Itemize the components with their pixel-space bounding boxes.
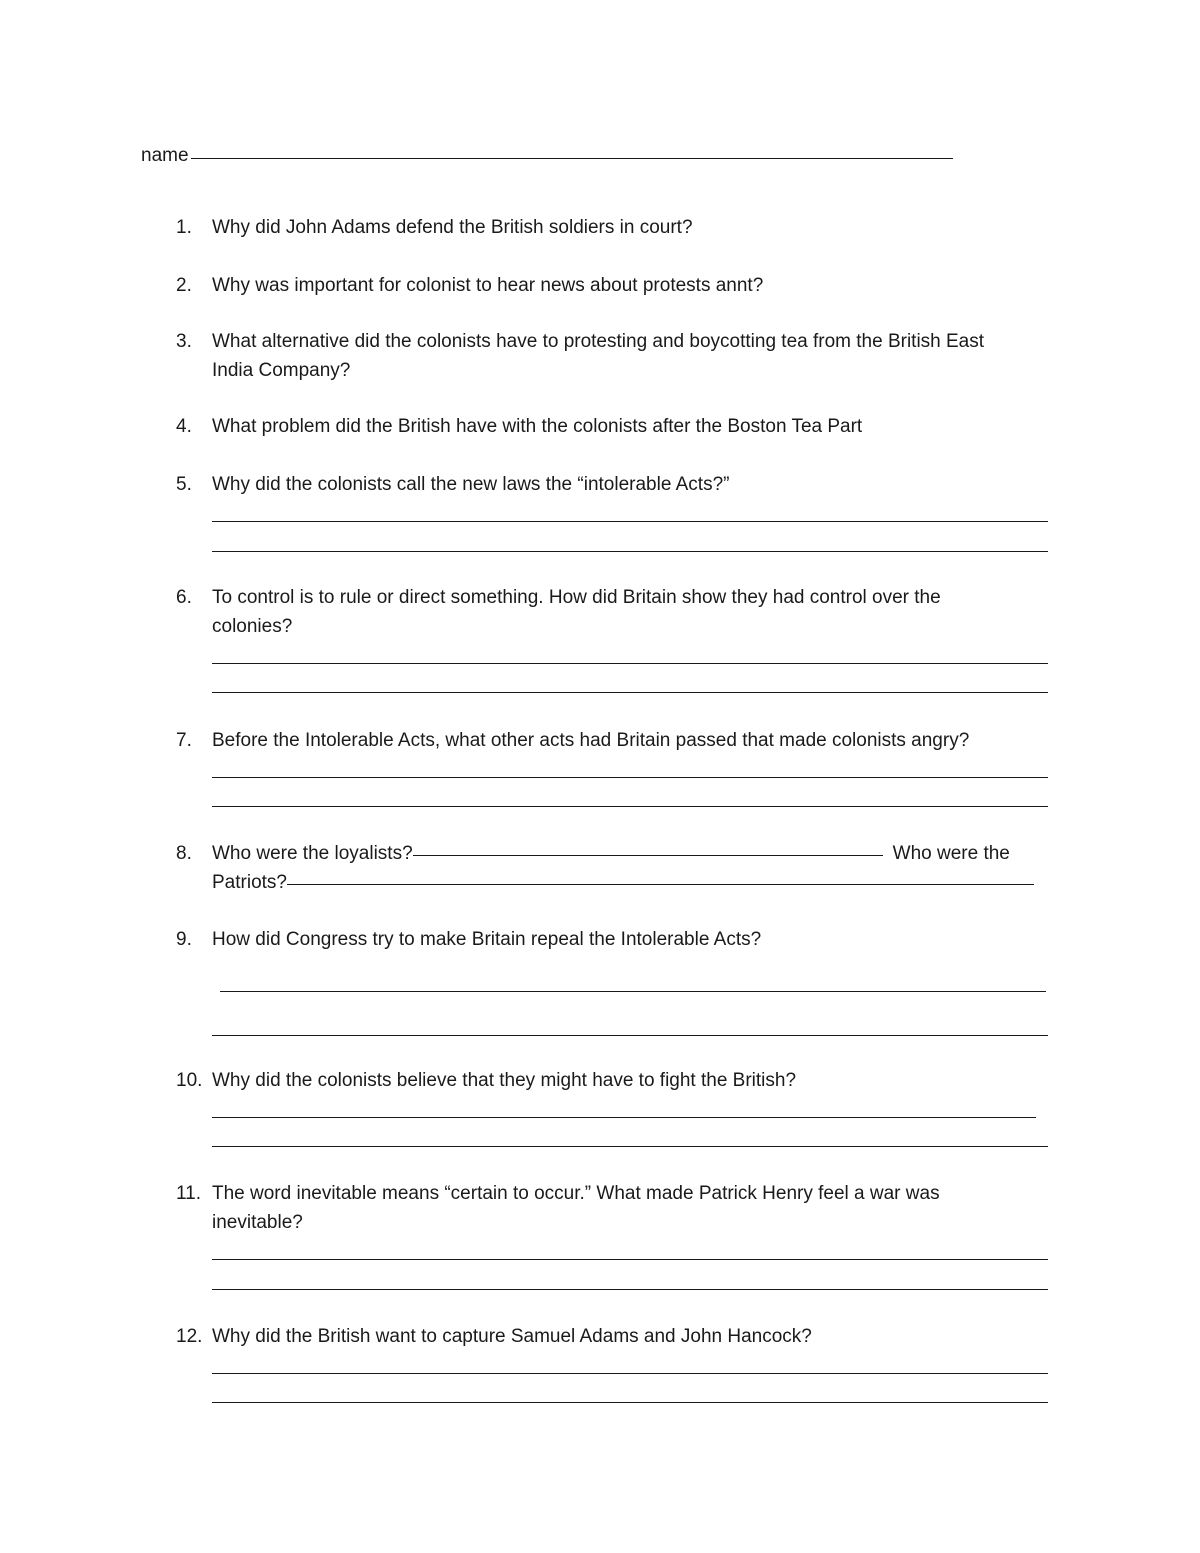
answer-line[interactable] [212,1146,1048,1147]
answer-line[interactable] [220,991,1046,992]
question-1 [176,217,1036,239]
answer-line[interactable] [212,806,1048,807]
question-text-continued: India Company? [212,360,351,381]
question-text-continued: Patriots? [212,872,287,893]
answer-line[interactable] [212,1402,1048,1403]
answer-line[interactable] [212,551,1048,552]
question-number: 8. [176,843,192,864]
answer-line[interactable] [212,1289,1048,1290]
question-text: How did Congress try to make Britain repeal the Intolerable Acts? [212,929,762,950]
question-text: To control is to rule or direct something. How did Britain show they had control over the [212,587,941,608]
question-number: 12. [176,1326,203,1347]
answer-line[interactable] [212,1117,1036,1118]
patriots-blank-line[interactable] [287,884,1034,885]
question-number: 11. [176,1183,202,1204]
answer-line[interactable] [212,692,1048,693]
question-text: Why did the colonists call the new laws the “intolerable Acts?” [212,474,730,495]
question-11 [176,1183,1036,1234]
question-number: 1. [176,217,192,238]
question-number: 2. [176,275,192,296]
answer-line[interactable] [212,521,1048,522]
question-4 [176,416,1036,438]
answer-line[interactable] [212,1373,1048,1374]
answer-line[interactable] [212,1035,1048,1036]
question-2 [176,275,1036,297]
question-number: 4. [176,416,192,437]
question-6 [176,587,1036,638]
answer-line[interactable] [212,777,1048,778]
question-number: 5. [176,474,192,495]
question-10 [176,1070,1036,1092]
question-text-continued: colonies? [212,616,293,637]
question-text: Who were the loyalists? [212,843,413,864]
question-text-second: Who were the [892,843,1010,864]
question-12 [176,1326,1036,1348]
question-3 [176,331,1036,382]
question-text: Why did the colonists believe that they might have to fight the British? [212,1070,797,1091]
question-9 [176,929,1036,951]
question-number: 3. [176,331,192,352]
question-text: Why was important for colonist to hear news about protests annt? [212,275,764,296]
question-text-continued: inevitable? [212,1212,303,1233]
name-blank-line[interactable] [191,158,953,159]
question-7 [176,730,1036,752]
question-text: Why did the British want to capture Samuel Adams and John Hancock? [212,1326,812,1347]
answer-line[interactable] [212,1259,1048,1260]
question-5 [176,474,1036,496]
question-number: 7. [176,730,192,751]
question-text: What alternative did the colonists have to protesting and boycotting tea from the British East [212,331,985,352]
name-field [141,145,953,167]
question-text: The word inevitable means “certain to occur.” What made Patrick Henry feel a war was [212,1183,940,1204]
question-number: 10. [176,1070,203,1091]
answer-line[interactable] [212,663,1048,664]
question-text: Why did John Adams defend the British soldiers in court? [212,217,693,238]
question-text: Before the Intolerable Acts, what other acts had Britain passed that made colonists angry? [212,730,970,751]
question-number: 9. [176,929,192,950]
loyalists-blank-line[interactable] [413,855,883,856]
question-number: 6. [176,587,192,608]
question-8 [176,843,1036,894]
name-label: name [141,145,189,166]
question-text: What problem did the British have with the colonists after the Boston Tea Part [212,416,863,437]
